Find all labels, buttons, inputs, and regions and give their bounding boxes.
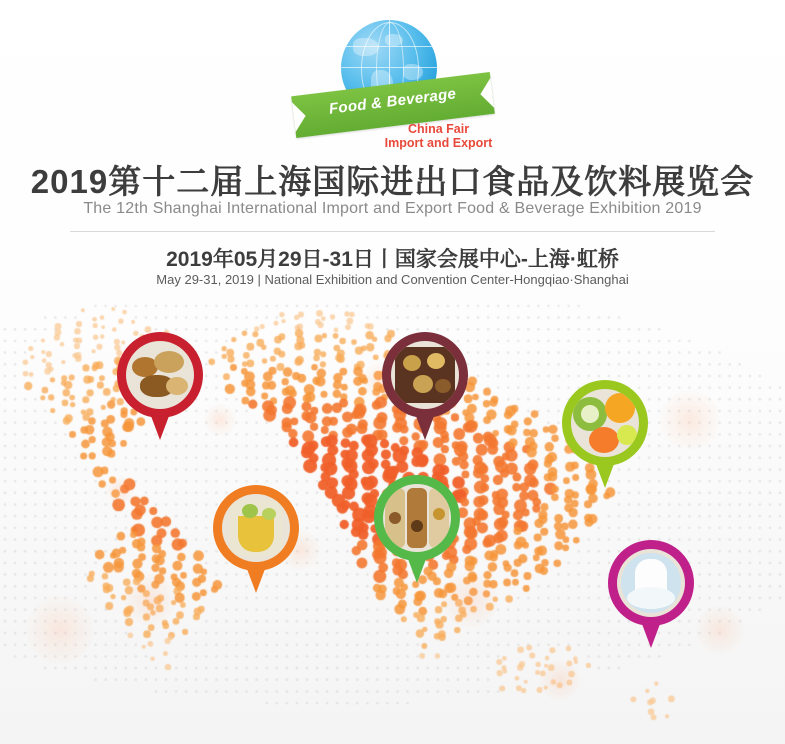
pin-asia-fruit[interactable] bbox=[562, 380, 648, 492]
spices-grains-photo bbox=[383, 484, 451, 552]
logo-subtitle bbox=[379, 122, 499, 150]
world-dot-map bbox=[0, 300, 785, 744]
chocolate-nuts-photo bbox=[391, 341, 459, 409]
event-date-cn: 2019年05月29日-31日丨国家会展中心-上海·虹桥 bbox=[166, 248, 619, 271]
pin-europe-chocolate[interactable] bbox=[382, 332, 468, 444]
event-logo bbox=[0, 18, 785, 148]
pin-south-america-drink[interactable] bbox=[213, 485, 299, 597]
logo-ribbon-text: Food & Beverage bbox=[327, 85, 457, 118]
beverage-glass-photo bbox=[222, 494, 290, 562]
logo-subtitle-line2: Import and Export bbox=[384, 136, 493, 150]
logo-subtitle-line1: China Fair bbox=[407, 122, 470, 136]
divider bbox=[70, 231, 715, 232]
pin-oceania-milk[interactable] bbox=[608, 540, 694, 652]
milk-splash-photo bbox=[617, 549, 685, 617]
kiwi-citrus-photo bbox=[571, 389, 639, 457]
pin-north-america-bread[interactable] bbox=[117, 332, 203, 444]
page-title-en: The 12th Shanghai International Import and Export Food & Beverage Exhibition 2019 bbox=[83, 200, 702, 217]
pin-africa-spices[interactable] bbox=[374, 475, 460, 587]
page-title-cn: 2019第十二届上海国际进出口食品及饮料展览会 bbox=[30, 163, 755, 200]
event-date-en: May 29-31, 2019 | National Exhibition and Convention Center-Hongqiao·Shanghai bbox=[156, 272, 629, 287]
bread-pastry-photo bbox=[126, 341, 194, 409]
